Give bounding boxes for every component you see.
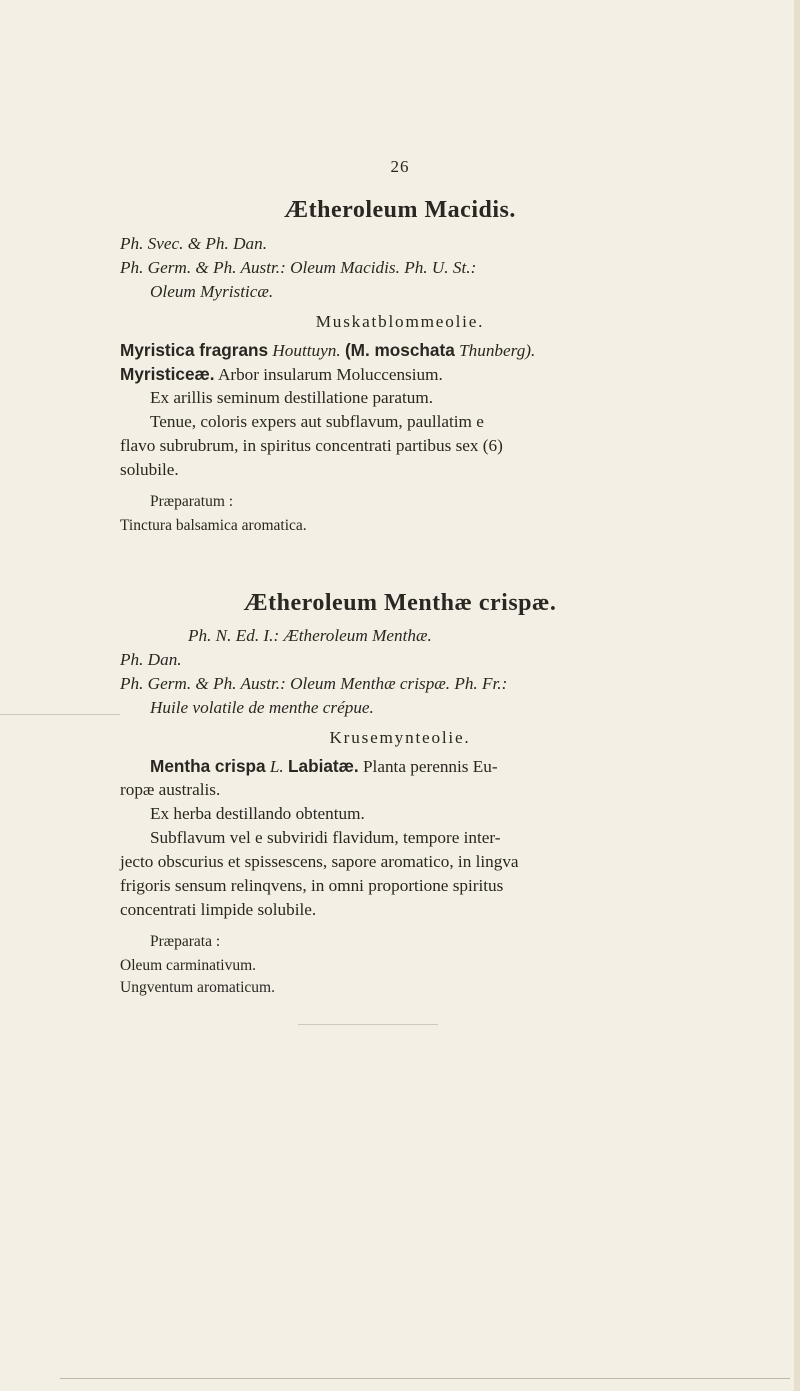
scan-artifact — [60, 1378, 790, 1379]
preparation-label: Præparatum : — [150, 493, 234, 510]
body-text: solubile. — [120, 460, 179, 479]
botanical-source — [120, 339, 535, 362]
pharmacopoeia-ref: Ph. Germ. & Ph. Austr.: Oleum Menthæ crispæ. Ph. Fr.: — [120, 674, 508, 693]
section-title-menthae: Ætheroleum Menthæ crispæ. — [243, 590, 557, 616]
vernacular-name: Krusemynteolie. — [329, 728, 471, 747]
pharmacopoeia-ref: Ph. N. Ed. I.: Ætheroleum Menthæ. — [188, 626, 432, 645]
page-edge — [794, 0, 800, 1391]
pharmacopoeia-ref: Ph. Svec. & Ph. Dan. — [120, 234, 268, 253]
preparation-label: Præparata : — [150, 933, 221, 950]
page-number: 26 — [390, 157, 410, 176]
family-description: Planta perennis Eu- — [363, 757, 498, 776]
body-text: jecto obscurius et spissescens, sapore aromatico, in lingva — [120, 852, 519, 871]
family-name: Myristiceæ. — [120, 364, 215, 384]
species-author: L. — [269, 757, 284, 776]
preparation-item: Ungventum aromaticum. — [120, 979, 275, 996]
synonym-author: Thunberg). — [459, 341, 536, 360]
body-text: Subflavum vel e subviridi flavidum, tempore inter- — [150, 828, 501, 847]
botanical-source — [150, 755, 498, 778]
pharmacopoeia-ref: Huile volatile de menthe crépue. — [150, 698, 374, 717]
species-name: Mentha crispa — [150, 756, 266, 776]
scan-artifact — [298, 1024, 438, 1025]
preparation-item: Tinctura balsamica aromatica. — [120, 517, 307, 534]
pharmacopoeia-ref: Ph. Dan. — [120, 650, 182, 669]
family-description: Arbor insularum Moluccensium. — [217, 365, 443, 384]
species-name: Myristica fragrans — [120, 340, 269, 360]
pharmacopoeia-ref: Oleum Myristicæ. — [150, 282, 274, 301]
body-text: flavo subrubrum, in spiritus concentrati partibus sex (6) — [120, 436, 503, 455]
body-text: frigoris sensum relinqvens, in omni proportione spiritus — [120, 876, 504, 895]
species-author: Houttuyn. — [272, 341, 341, 360]
body-text: Tenue, coloris expers aut subflavum, paullatim e — [150, 412, 484, 431]
body-text: ropæ australis. — [120, 780, 221, 799]
preparation-item: Oleum carminativum. — [120, 957, 257, 974]
pharmacopoeia-ref: Ph. Germ. & Ph. Austr.: Oleum Macidis. Ph. U. St.: — [120, 258, 477, 277]
body-text: concentrati limpide solubile. — [120, 900, 317, 919]
vernacular-name: Muskatblommeolie. — [315, 312, 485, 331]
section-title-macidis: Ætheroleum Macidis. — [284, 197, 516, 223]
family-name: Labiatæ. — [288, 756, 359, 776]
scan-artifact — [0, 714, 120, 715]
body-text: Ex arillis seminum destillatione paratum. — [150, 388, 434, 407]
species-synonym: (M. moschata — [344, 340, 455, 360]
body-text: Ex herba destillando obtentum. — [150, 804, 365, 823]
family-line — [120, 363, 443, 386]
